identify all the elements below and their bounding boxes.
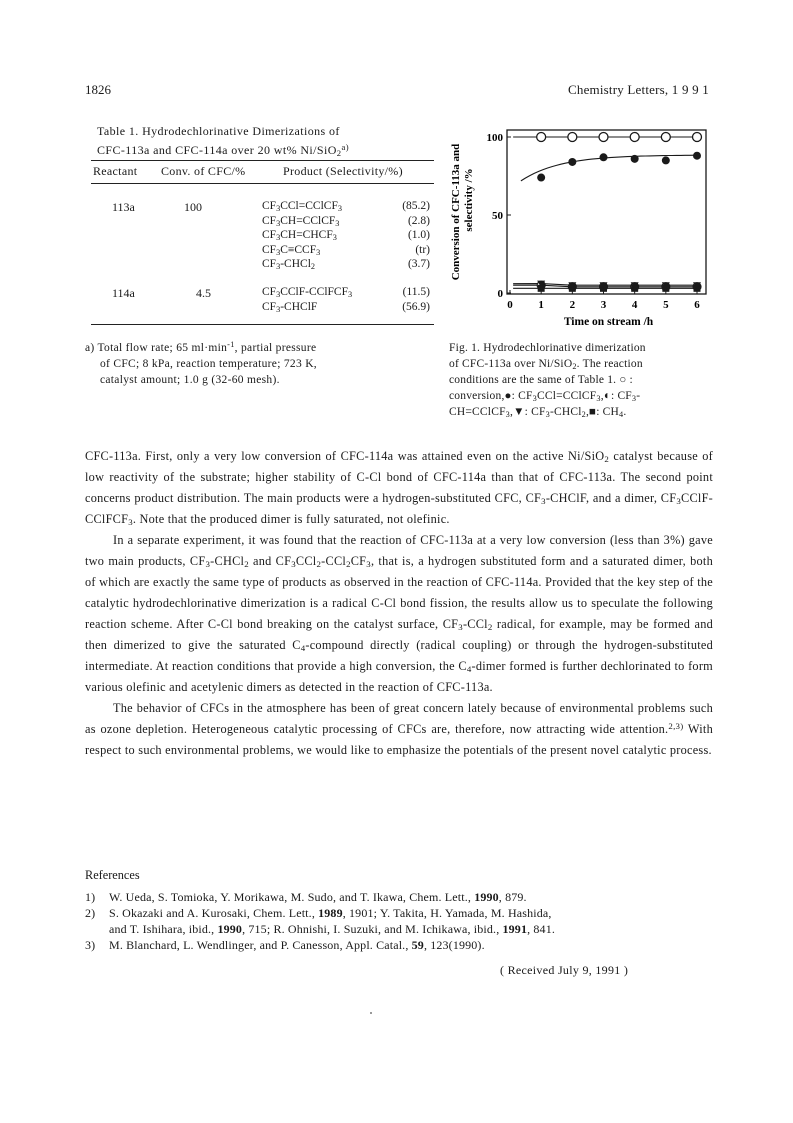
table-header-reactant: Reactant	[93, 164, 138, 178]
y-axis-label-line2: selectivity /%	[463, 168, 475, 232]
table-caption-line1: Table 1. Hydrodechlorinative Dimerizations of	[97, 124, 340, 138]
table-cell-product: $CF_3CH=CHCF_3$	[262, 229, 337, 242]
references-title: References	[85, 868, 140, 882]
reference-number: 1)	[85, 890, 96, 904]
table-bottom-rule	[91, 324, 434, 325]
chart	[446, 120, 716, 335]
y-tick-label: 50	[492, 210, 503, 222]
table-cell-reactant: 114a	[112, 286, 135, 300]
table-cell-selectivity: (56.9)	[402, 300, 430, 313]
x-tick-label: 3	[600, 299, 607, 311]
table-header-product: Product (Selectivity/%)	[283, 164, 403, 178]
reference-item	[85, 889, 715, 905]
figure-caption	[449, 340, 719, 420]
table-cell-product: $CF_3CClF-CClFCF_3$	[262, 286, 353, 299]
table-cell-selectivity: (2.8)	[407, 214, 430, 227]
marker-open-circle	[599, 133, 608, 142]
table-cell-selectivity: (85.2)	[402, 200, 430, 212]
series-line-filled-circle	[521, 155, 699, 181]
x-tick-label: 0	[507, 299, 513, 311]
table-footnote-line: a) Total flow rate; 65 $ml\cdot\min^{-1}$, partial pressure	[85, 340, 317, 354]
table-cell-product: $CF_3-CHCl_2$	[262, 258, 316, 271]
marker-open-circle	[693, 133, 702, 142]
body-paragraph: In a separate experiment, it was found that the reaction of CFC-113a at a very low conversion (less than 3%) gave two main products, $CF_3-CHCl_2$ and $CF_3CCl_2-CCl_2CF_3$, that is, a hydrogen substituted form and a saturated dimer, both of which are exactly the same type of products as observed in the reaction of CFC-114a. Provided that the key step of the catalytic hydrodechlorinative dimerization is a radical C-Cl bond fission, the results allow us to speculate the following reaction scheme. After C-Cl bond breaking on the catalyst surface, $CF_3-CCl_2$ radical, for example, may be formed and then dimerized to give the saturated $C_4$-compound directly (radical coupling) or through the hydrogen-substituted intermediate. At reaction conditions that provide a high conversion, the $C_4$-dimer formed is further dechlorinated to form various olefinic and acetylenic dimers as detected in the reaction of CFC-113a.	[85, 533, 713, 694]
y-tick-label: 100	[486, 132, 503, 144]
table-cell-product: $CF_3$-CHClF	[262, 300, 318, 314]
figure-caption-line: conversion,●: $CF_3CCl=CClCF_3,◐$: $CF_3-$	[449, 390, 641, 403]
marker-filled-circle	[631, 155, 639, 163]
figure-caption-line: Fig. 1. Hydrodechlorinative dimerization	[449, 342, 646, 354]
figure-caption-line: of CFC-113a over Ni/SiO$_2$. The reaction	[449, 358, 643, 371]
reference-text-continued: and T. Ishihara, ibid., 1990, 715; R. Ohnishi, I. Suzuki, and M. Ichikawa, ibid., 1991, 841.	[109, 922, 556, 936]
table-cell-selectivity: (tr)	[415, 243, 430, 256]
figure-caption-line: CH=CClCF$_3$,▼: $CF_3-CHCl_2,■$: $CH_4$.	[449, 406, 627, 419]
table-cell-selectivity: (3.7)	[407, 258, 430, 270]
x-tick-label: 5	[663, 299, 669, 311]
journal-title: Chemistry Letters, 1 9 9 1	[568, 82, 709, 97]
table-cell-conversion: 4.5	[196, 286, 211, 300]
marker-filled-square	[694, 285, 701, 292]
marker-open-circle	[661, 133, 670, 142]
table-header-rule	[91, 183, 434, 184]
table-cell-product: $CF_3CH=CClCF_3$	[262, 214, 340, 228]
figure-caption-line: conditions are the same of Table 1. ○ :	[449, 374, 633, 386]
marker-filled-circle	[662, 156, 670, 164]
received-date: ( Received July 9, 1991 )	[500, 963, 629, 977]
table-top-rule	[91, 160, 434, 161]
page-number: 1826	[85, 82, 111, 97]
marker-open-circle	[630, 133, 639, 142]
table-cell-selectivity: (1.0)	[407, 229, 430, 241]
marker-filled-circle	[537, 174, 545, 182]
table-cell-conversion: 100	[184, 200, 202, 214]
body-paragraph: The behavior of CFCs in the atmosphere has been of great concern lately because of environmental problems such as ozone depletion. Heterogeneous catalytic processing of CFCs are, therefore, now attracting wide attention.$^{2,3)}$ With respect to such environmental problems, we would like to emphasize the potentials of the present novel catalytic process.	[85, 701, 713, 757]
x-axis-label: Time on stream /h	[563, 316, 654, 328]
figure-1	[446, 120, 716, 335]
y-axis-label-line1: Conversion of CFC-113a and	[450, 143, 462, 281]
x-tick-label: 6	[694, 299, 700, 311]
table-caption	[97, 122, 437, 160]
table-footnote-line: catalyst amount; 1.0 g (32-60 mesh).	[100, 374, 280, 386]
reference-number: 2)	[85, 906, 96, 920]
marker-filled-circle	[568, 158, 576, 166]
reference-text: W. Ueda, S. Tomioka, Y. Morikawa, M. Sudo, and T. Ikawa, Chem. Lett., 1990, 879.	[109, 890, 527, 904]
marker-open-circle	[537, 133, 546, 142]
reference-text: M. Blanchard, L. Wendlinger, and P. Canesson, Appl. Catal., 59, 123(1990).	[109, 938, 485, 952]
table-footnote	[85, 340, 435, 388]
table-cell-reactant: 113a	[112, 200, 135, 214]
table-footnote-line: of CFC; 8 kPa, reaction temperature; 723 K,	[100, 358, 317, 370]
plot-frame	[507, 130, 706, 294]
reference-text: S. Okazaki and A. Kurosaki, Chem. Lett., 1989, 1901; Y. Takita, H. Yamada, M. Hashida,	[109, 906, 552, 920]
y-tick-label: 0	[497, 288, 503, 300]
table-cell-selectivity: (11.5)	[402, 286, 430, 298]
marker-open-circle	[568, 133, 577, 142]
marker-filled-square	[569, 285, 576, 292]
body-text	[85, 446, 713, 761]
marker-filled-square	[538, 285, 545, 292]
marker-filled-circle	[600, 153, 608, 161]
table-caption-line2: CFC-113a and CFC-114a over 20 wt% Ni/SiO$_2^{a)}$	[97, 142, 350, 158]
marker-filled-square	[631, 285, 638, 292]
x-tick-label: 1	[538, 299, 544, 311]
reference-number: 3)	[85, 938, 96, 952]
marker-filled-circle	[693, 152, 701, 160]
x-tick-label: 2	[569, 299, 576, 311]
table-cell-product: $CF_3CCl=CClCF_3$	[262, 200, 342, 213]
marker-filled-square	[662, 285, 669, 292]
table-header-conversion: Conv. of CFC/%	[161, 164, 246, 178]
marker-filled-square	[600, 285, 607, 292]
x-tick-label: 4	[631, 299, 638, 311]
reference-item	[85, 905, 715, 937]
page-speck	[370, 1012, 372, 1014]
body-paragraph: CFC-113a. First, only a very low conversion of CFC-114a was attained even on the active Ni/SiO$_2$ catalyst because of low reactivity of the substrate; higher stability of C-Cl bond of CFC-114a than that of CFC-113a. The second point concerns product distribution. The main products were a hydrogen-substituted CFC, $CF_3$-CHClF, and a dimer, $CF_3CClF-CClFCF_3$. Note that the produced dimer is fully saturated, not olefinic.	[85, 449, 714, 527]
reference-item	[85, 937, 715, 953]
table-cell-product: $CF_3C\equiv CCF_3$	[262, 243, 321, 257]
